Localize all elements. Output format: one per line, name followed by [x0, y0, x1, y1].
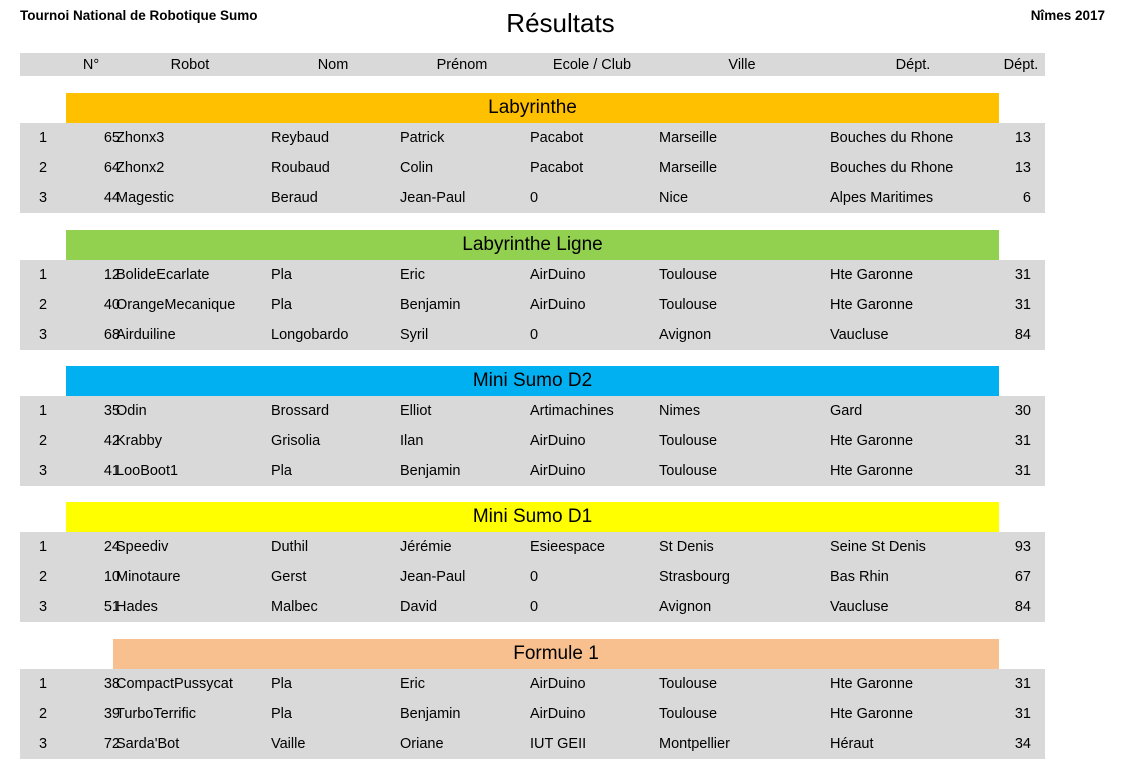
table-row: [20, 456, 1045, 486]
dept-name-cell: Hte Garonne: [830, 676, 914, 692]
number-cell: 68: [103, 327, 120, 343]
ecole-cell: 0: [530, 190, 539, 206]
dept-name-cell: Vaucluse: [830, 599, 889, 615]
nom-cell: Pla: [271, 267, 292, 283]
robot-cell: Zhonx3: [116, 130, 165, 146]
ecole-cell: Pacabot: [530, 160, 584, 176]
dept-name-cell: Vaucluse: [830, 327, 889, 343]
rank-cell: 3: [38, 599, 48, 615]
col-header-ecole: Ecole / Club: [552, 56, 632, 73]
category-results: [20, 396, 1045, 486]
robot-cell: CompactPussycat: [116, 676, 233, 692]
nom-cell: Gerst: [271, 569, 307, 585]
table-row: [20, 699, 1045, 729]
number-cell: 35: [103, 403, 120, 419]
header-left: Tournoi National de Robotique Sumo: [20, 8, 258, 23]
prenom-cell: Benjamin: [400, 463, 461, 479]
table-row: [20, 532, 1045, 562]
nom-cell: Vaille: [271, 736, 306, 752]
ville-cell: Marseille: [659, 160, 718, 176]
ecole-cell: Pacabot: [530, 130, 584, 146]
nom-cell: Roubaud: [271, 160, 330, 176]
dept-name-cell: Seine St Denis: [830, 539, 926, 555]
prenom-cell: Patrick: [400, 130, 445, 146]
ecole-cell: AirDuino: [530, 676, 586, 692]
robot-cell: LooBoot1: [116, 463, 179, 479]
col-header-nom: Nom: [317, 56, 349, 73]
category-results: [20, 123, 1045, 213]
table-row: [20, 729, 1045, 759]
robot-cell: BolideEcarlate: [116, 267, 210, 283]
dept-number-cell: 31: [1014, 463, 1031, 479]
ville-cell: Avignon: [659, 327, 712, 343]
col-header-dept-number: Dépt.: [1003, 56, 1039, 73]
category-banner: Mini Sumo D1: [66, 502, 999, 532]
category-results: [20, 532, 1045, 622]
ville-cell: Toulouse: [659, 463, 718, 479]
dept-number-cell: 34: [1014, 736, 1031, 752]
dept-name-cell: Hte Garonne: [830, 706, 914, 722]
robot-cell: Sarda'Bot: [116, 736, 180, 752]
ecole-cell: AirDuino: [530, 297, 586, 313]
prenom-cell: Ilan: [400, 433, 424, 449]
rank-cell: 1: [38, 403, 48, 419]
dept-number-cell: 31: [1014, 433, 1031, 449]
category-banner: Labyrinthe: [66, 93, 999, 123]
table-row: [20, 396, 1045, 426]
rank-cell: 1: [38, 267, 48, 283]
ecole-cell: 0: [530, 599, 539, 615]
category-results: [20, 669, 1045, 759]
rank-cell: 1: [38, 130, 48, 146]
robot-cell: Zhonx2: [116, 160, 165, 176]
page-title: Résultats: [506, 8, 615, 38]
number-cell: 10: [103, 569, 120, 585]
prenom-cell: David: [400, 599, 438, 615]
robot-cell: Magestic: [116, 190, 175, 206]
rank-cell: 1: [38, 676, 48, 692]
prenom-cell: Elliot: [400, 403, 432, 419]
ville-cell: Toulouse: [659, 297, 718, 313]
ecole-cell: Esieespace: [530, 539, 605, 555]
nom-cell: Duthil: [271, 539, 309, 555]
nom-cell: Malbec: [271, 599, 318, 615]
dept-number-cell: 13: [1014, 130, 1031, 146]
nom-cell: Brossard: [271, 403, 330, 419]
prenom-cell: Jean-Paul: [400, 569, 466, 585]
table-row: [20, 562, 1045, 592]
number-cell: 24: [103, 539, 120, 555]
number-cell: 41: [103, 463, 120, 479]
col-header-dept-name: Dépt.: [895, 56, 931, 73]
rank-cell: 2: [38, 160, 48, 176]
dept-number-cell: 84: [1014, 599, 1031, 615]
table-row: [20, 290, 1045, 320]
dept-number-cell: 67: [1014, 569, 1031, 585]
rank-cell: 2: [38, 706, 48, 722]
dept-number-cell: 31: [1014, 297, 1031, 313]
robot-cell: OrangeMecanique: [116, 297, 236, 313]
dept-name-cell: Alpes Maritimes: [830, 190, 934, 206]
robot-cell: Hades: [116, 599, 158, 615]
nom-cell: Pla: [271, 706, 292, 722]
col-header-robot: Robot: [170, 56, 210, 73]
prenom-cell: Benjamin: [400, 706, 461, 722]
rank-cell: 2: [38, 569, 48, 585]
col-header-numero: N°: [82, 56, 100, 73]
ville-cell: Toulouse: [659, 433, 718, 449]
prenom-cell: Colin: [400, 160, 434, 176]
dept-name-cell: Bouches du Rhone: [830, 130, 954, 146]
nom-cell: Pla: [271, 676, 292, 692]
number-cell: 51: [103, 599, 120, 615]
number-cell: 42: [103, 433, 120, 449]
table-row: [20, 183, 1045, 213]
nom-cell: Reybaud: [271, 130, 330, 146]
table-row: [20, 592, 1045, 622]
ecole-cell: AirDuino: [530, 463, 586, 479]
prenom-cell: Syril: [400, 327, 429, 343]
nom-cell: Pla: [271, 297, 292, 313]
table-row: [20, 260, 1045, 290]
ville-cell: Marseille: [659, 130, 718, 146]
dept-number-cell: 6: [1022, 190, 1031, 206]
nom-cell: Beraud: [271, 190, 318, 206]
col-header-ville: Ville: [728, 56, 756, 73]
ecole-cell: Artimachines: [530, 403, 614, 419]
dept-name-cell: Bouches du Rhone: [830, 160, 954, 176]
dept-name-cell: Hte Garonne: [830, 463, 914, 479]
robot-cell: Airduiline: [116, 327, 176, 343]
rank-cell: 3: [38, 327, 48, 343]
dept-number-cell: 93: [1014, 539, 1031, 555]
nom-cell: Longobardo: [271, 327, 349, 343]
category-banner: Mini Sumo D2: [66, 366, 999, 396]
nom-cell: Grisolia: [271, 433, 321, 449]
robot-cell: Minotaure: [116, 569, 181, 585]
category-banner: Labyrinthe Ligne: [66, 230, 999, 260]
dept-number-cell: 30: [1014, 403, 1031, 419]
robot-cell: TurboTerrific: [116, 706, 197, 722]
number-cell: 39: [103, 706, 120, 722]
number-cell: 65: [103, 130, 120, 146]
dept-name-cell: Héraut: [830, 736, 874, 752]
prenom-cell: Oriane: [400, 736, 444, 752]
ecole-cell: AirDuino: [530, 433, 586, 449]
prenom-cell: Eric: [400, 676, 425, 692]
dept-number-cell: 13: [1014, 160, 1031, 176]
rank-cell: 3: [38, 190, 48, 206]
table-row: [20, 669, 1045, 699]
number-cell: 72: [103, 736, 120, 752]
dept-name-cell: Bas Rhin: [830, 569, 889, 585]
prenom-cell: Jérémie: [400, 539, 452, 555]
number-cell: 38: [103, 676, 120, 692]
ecole-cell: 0: [530, 327, 539, 343]
rank-cell: 3: [38, 736, 48, 752]
rank-cell: 3: [38, 463, 48, 479]
ville-cell: Nice: [659, 190, 689, 206]
dept-name-cell: Gard: [830, 403, 863, 419]
number-cell: 64: [103, 160, 120, 176]
number-cell: 44: [103, 190, 120, 206]
dept-name-cell: Hte Garonne: [830, 267, 914, 283]
ville-cell: Montpellier: [659, 736, 730, 752]
dept-number-cell: 31: [1014, 267, 1031, 283]
nom-cell: Pla: [271, 463, 292, 479]
prenom-cell: Benjamin: [400, 297, 461, 313]
ecole-cell: 0: [530, 569, 539, 585]
number-cell: 12: [103, 267, 120, 283]
robot-cell: Odin: [116, 403, 147, 419]
col-header-prenom: Prénom: [436, 56, 488, 73]
rank-cell: 2: [38, 297, 48, 313]
category-banner: Formule 1: [113, 639, 999, 669]
rank-cell: 2: [38, 433, 48, 449]
table-row: [20, 320, 1045, 350]
rank-cell: 1: [38, 539, 48, 555]
table-row: [20, 123, 1045, 153]
dept-name-cell: Hte Garonne: [830, 297, 914, 313]
column-header-row: [20, 53, 1045, 76]
ville-cell: Strasbourg: [659, 569, 730, 585]
ville-cell: Toulouse: [659, 267, 718, 283]
ville-cell: Toulouse: [659, 706, 718, 722]
ecole-cell: IUT GEII: [530, 736, 587, 752]
ecole-cell: AirDuino: [530, 706, 586, 722]
number-cell: 40: [103, 297, 120, 313]
robot-cell: Speediv: [116, 539, 169, 555]
prenom-cell: Eric: [400, 267, 425, 283]
header-right: Nîmes 2017: [1030, 8, 1105, 23]
prenom-cell: Jean-Paul: [400, 190, 466, 206]
ville-cell: St Denis: [659, 539, 714, 555]
table-row: [20, 153, 1045, 183]
category-results: [20, 260, 1045, 350]
ville-cell: Toulouse: [659, 676, 718, 692]
table-row: [20, 426, 1045, 456]
robot-cell: Krabby: [116, 433, 162, 449]
ecole-cell: AirDuino: [530, 267, 586, 283]
ville-cell: Nimes: [659, 403, 701, 419]
dept-number-cell: 31: [1014, 676, 1031, 692]
dept-number-cell: 84: [1014, 327, 1031, 343]
ville-cell: Avignon: [659, 599, 712, 615]
dept-number-cell: 31: [1014, 706, 1031, 722]
dept-name-cell: Hte Garonne: [830, 433, 914, 449]
